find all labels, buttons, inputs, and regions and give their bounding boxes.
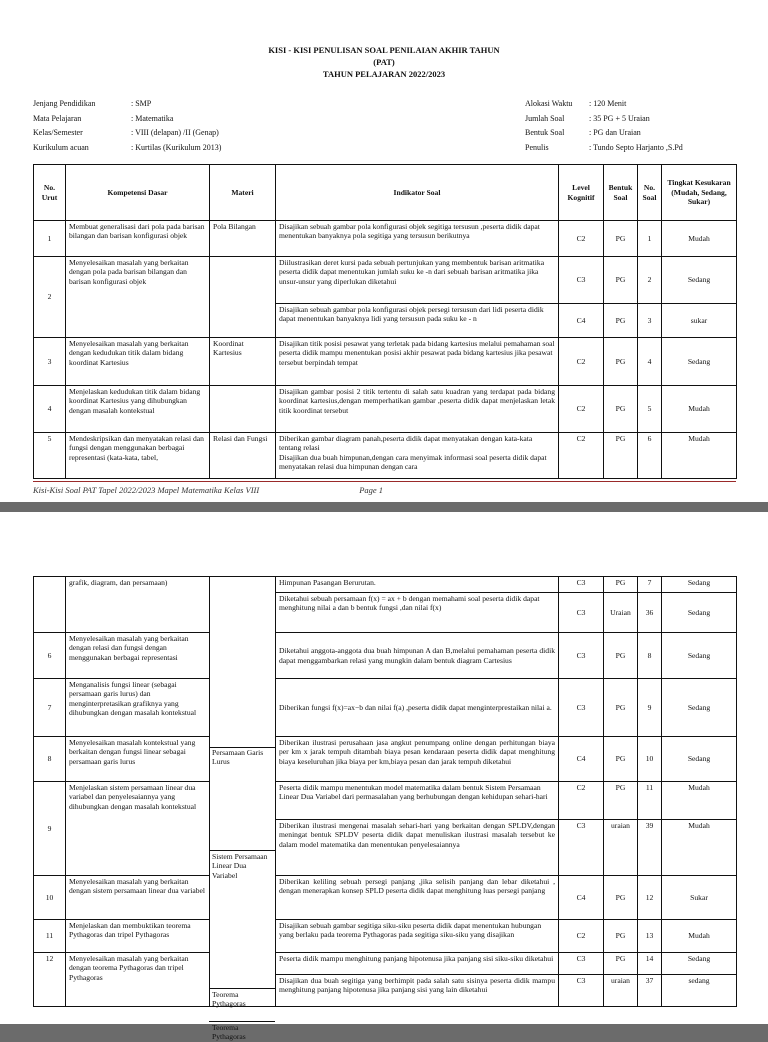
row-no: 9 bbox=[34, 782, 66, 876]
row-bentuk: PG bbox=[604, 953, 638, 975]
row-tingkat: Mudah bbox=[662, 820, 737, 876]
row-kd: Menyelesaikan masalah yang berkaitan dengan pola pada barisan bilangan dan barisan konfigurasi objek bbox=[66, 257, 210, 338]
row-tingkat: Sedang bbox=[662, 577, 737, 593]
row-bentuk: uraian bbox=[604, 820, 638, 876]
row-tingkat: Sedang bbox=[662, 338, 737, 386]
row-no-soal: 36 bbox=[638, 593, 662, 633]
meta-value: : 120 Menit bbox=[589, 99, 627, 108]
row-no: 4 bbox=[34, 386, 66, 433]
meta-left bbox=[33, 97, 221, 155]
row-no-soal: 12 bbox=[638, 876, 662, 920]
row-bentuk: PG bbox=[604, 338, 638, 386]
row-tingkat: Mudah bbox=[662, 920, 737, 953]
row-level: C3 bbox=[559, 975, 604, 1007]
row-level: C2 bbox=[559, 221, 604, 257]
footer-page-number: Page 1 bbox=[359, 485, 384, 495]
row-bentuk: PG bbox=[604, 386, 638, 433]
row-no-soal: 13 bbox=[638, 920, 662, 953]
row-bentuk: PG bbox=[604, 679, 638, 737]
kisi-table-page2 bbox=[33, 576, 737, 1007]
row-indikator: Diilustrasikan deret kursi pada sebuah pertunjukan yang membentuk barisan aritmatika peserta didik dapat menentukan jumlah suku ke -n dari sebuah barisan aritmatika jika unsur-unsur yang diperlukan diketahui bbox=[276, 257, 559, 304]
row-bentuk: PG bbox=[604, 737, 638, 782]
row-tingkat: Sedang bbox=[662, 257, 737, 304]
row-no-soal: 14 bbox=[638, 953, 662, 975]
row-indikator bbox=[276, 577, 559, 593]
row-bentuk: Uraian bbox=[604, 593, 638, 633]
row-kd: Mendeskripsikan dan menyatakan relasi dan fungsi dengan menggunakan berbagai representasi (kata-kata, tabel, bbox=[66, 433, 210, 479]
row-materi bbox=[210, 577, 276, 1007]
meta-right bbox=[525, 97, 683, 155]
row-tingkat: Sedang bbox=[662, 737, 737, 782]
table-row bbox=[34, 257, 737, 304]
row-tingkat: sukar bbox=[662, 304, 737, 338]
row-level: C2 bbox=[559, 386, 604, 433]
row-no: 8 bbox=[34, 737, 66, 782]
materi-label: Teorema Pythagoras bbox=[212, 990, 246, 1009]
row-materi bbox=[210, 386, 276, 433]
row-no-soal: 3 bbox=[638, 304, 662, 338]
row-indikator: Diketahui sebuah persamaan f(x) = ax + b dengan memahami soal peserta didik dapat menghitung nilai a dan b bentuk fungsi ,dan nilai f(x) bbox=[276, 593, 559, 633]
row-no: 3 bbox=[34, 338, 66, 386]
table-row bbox=[34, 338, 737, 386]
table-row bbox=[34, 386, 737, 433]
row-indikator: Diberikan ilustrasi perusahaan jasa angkut penumpang online dengan perhitungan biaya per km x jarak tempuh ditambah biaya pesan kendaraan peserta didik dapat menghitung biaya keseluruhan jika biaya per km,biaya pesan dan jarak tempuh diketahui bbox=[276, 737, 559, 782]
meta-value: : Kurtilas (Kurikulum 2013) bbox=[131, 142, 222, 152]
kisi-table-page1 bbox=[33, 164, 737, 479]
row-no-soal: 8 bbox=[638, 633, 662, 679]
row-kd: Menjelaskan dan membuktikan teorema Pythagoras dan tripel Pythagoras bbox=[66, 920, 210, 953]
row-level: C3 bbox=[559, 679, 604, 737]
row-no-soal: 2 bbox=[638, 257, 662, 304]
row-tingkat: Sedang bbox=[662, 633, 737, 679]
table-row bbox=[34, 920, 737, 953]
materi-label: Sistem Persamaan Linear Dua Variabel bbox=[212, 852, 268, 880]
table-row bbox=[34, 876, 737, 920]
row-indikator bbox=[276, 433, 559, 479]
row-level: C3 bbox=[559, 820, 604, 876]
meta-label: Jumlah Soal bbox=[525, 113, 565, 123]
header-materi: Materi bbox=[210, 165, 276, 221]
row-kd: Menganalisis fungsi linear (sebagai persamaan garis lurus) dan menginterpretasikan grafiknya yang dihubungkan dengan masalah kontekstual bbox=[66, 679, 210, 737]
meta-label: Jenjang Pendidikan bbox=[33, 99, 96, 108]
indikator-line: Disajikan dua buah himpunan,dengan cara menyimak informasi soal peserta didik dapat menyatakan relasi dua himpunan dengan cara bbox=[279, 452, 547, 472]
footer-divider bbox=[33, 481, 736, 482]
row-indikator: Disajikan gambar posisi 2 titik tertentu di salah satu kuadran yang terdapat pada bidang koordinat kartesius,dengan memperhatikan gambar ,peserta didik dapat menjelaskan letak titik koordinat tersebut bbox=[276, 386, 559, 433]
header-kompetensi-dasar: Kompetensi Dasar bbox=[66, 165, 210, 221]
row-no-soal: 11 bbox=[638, 782, 662, 820]
materi-divider bbox=[209, 850, 275, 851]
table-row bbox=[34, 953, 737, 975]
row-no bbox=[34, 577, 66, 633]
header-indikator: Indikator Soal bbox=[276, 165, 559, 221]
page-separator bbox=[0, 502, 768, 512]
header-bentuk: Bentuk Soal bbox=[604, 165, 638, 221]
row-indikator: Disajikan sebuah gambar segitiga siku-siku peserta didik dapat menentukan hubungan yang berlaku pada teorema Pythagoras pada segitiga siku-siku yang disajikan bbox=[276, 920, 559, 953]
row-no-soal: 6 bbox=[638, 433, 662, 479]
table-header-row bbox=[34, 165, 737, 221]
materi-divider bbox=[209, 988, 275, 989]
row-no: 5 bbox=[34, 433, 66, 479]
row-no: 11 bbox=[34, 920, 66, 953]
row-kd: Menyelesaikan masalah yang berkaitan dengan relasi dan fungsi dengan menggunakan berbagai representasi bbox=[66, 633, 210, 679]
row-tingkat: Sedang bbox=[662, 679, 737, 737]
row-kd: Membuat generalisasi dari pola pada barisan bilangan dan barisan konfigurasi objek bbox=[66, 221, 210, 257]
header-tingkat: Tingkat Kesukaran (Mudah, Sedang, Sukar) bbox=[662, 165, 737, 221]
row-bentuk: PG bbox=[604, 782, 638, 820]
row-no-soal: 4 bbox=[638, 338, 662, 386]
row-no: 12 bbox=[34, 953, 66, 1007]
document-subtitle: (PAT) bbox=[373, 57, 395, 67]
row-level: C3 bbox=[559, 953, 604, 975]
row-kd: Menjelaskan kedudukan titik dalam bidang koordinat Kartesius yang dihubungkan dengan masalah kontekstual bbox=[66, 386, 210, 433]
meta-label: Alokasi Waktu bbox=[525, 99, 573, 108]
row-bentuk: PG bbox=[604, 920, 638, 953]
meta-label: Penulis bbox=[525, 142, 549, 152]
materi-divider bbox=[209, 1021, 275, 1022]
document-year: TAHUN PELAJARAN 2022/2023 bbox=[322, 69, 446, 79]
footer-text: Kisi-Kisi Soal PAT Tapel 2022/2023 Mapel Matematika Kelas VIII bbox=[33, 485, 260, 495]
row-kd: Menyelesaikan masalah yang berkaitan dengan sistem persamaan linear dua variabel bbox=[66, 876, 210, 920]
row-level: C2 bbox=[559, 782, 604, 820]
row-tingkat: Mudah bbox=[662, 433, 737, 479]
meta-value: : Matematika bbox=[131, 113, 174, 123]
table-row bbox=[34, 433, 737, 479]
row-no-soal: 10 bbox=[638, 737, 662, 782]
header-level: Level Kognitif bbox=[559, 165, 604, 221]
row-level: C3 bbox=[559, 633, 604, 679]
row-no: 7 bbox=[34, 679, 66, 737]
header-no: No. Urut bbox=[34, 165, 66, 221]
row-bentuk: PG bbox=[604, 221, 638, 257]
row-tingkat: sedang bbox=[662, 975, 737, 1007]
row-level: C4 bbox=[559, 737, 604, 782]
row-indikator: Diketahui anggota-anggota dua buah himpunan A dan B,melalui pemahaman peserta didik dapat menggambarkan relasi yang mungkin dalam bentuk diagram Cartesius bbox=[276, 633, 559, 679]
meta-value: : Tundo Septo Harjanto ,S.Pd bbox=[589, 142, 683, 152]
row-no-soal: 5 bbox=[638, 386, 662, 433]
document-page-1 bbox=[0, 0, 768, 502]
row-no-soal: 39 bbox=[638, 820, 662, 876]
row-indikator: Peserta didik mampu menentukan model matematika dalam bentuk Sistem Persamaan Linear Dua Variabel dari permasalahan yang berhubungan dengan kehidupan sehari-hari bbox=[276, 782, 559, 820]
row-kd: grafik, diagram, dan persamaan) bbox=[66, 577, 210, 633]
row-tingkat: Mudah bbox=[662, 221, 737, 257]
row-indikator: Diberikan keliling sebuah persegi panjang ,jika selisih panjang dan lebar diketahui , dengan menerapkan konsep SPLD peserta didik dapat menghitung luas persegi panjang bbox=[276, 876, 559, 920]
row-no-soal: 37 bbox=[638, 975, 662, 1007]
row-materi: Relasi dan Fungsi bbox=[210, 433, 276, 479]
document-title: KISI - KISI PENULISAN SOAL PENILAIAN AKHIR TAHUN bbox=[268, 45, 500, 55]
table-row bbox=[34, 782, 737, 820]
document-page-2 bbox=[0, 512, 768, 1042]
row-bentuk: PG bbox=[604, 876, 638, 920]
row-bentuk: PG bbox=[604, 577, 638, 593]
table-row bbox=[34, 737, 737, 782]
row-level: C2 bbox=[559, 433, 604, 479]
row-indikator: Disajikan sebuah gambar pola konfigurasi objek persegi tersusun dari lidi peserta didik dapat menentukan banyaknya lidi yang tersusun pada suku ke - n bbox=[276, 304, 559, 338]
row-no: 10 bbox=[34, 876, 66, 920]
meta-label: Kelas/Semester bbox=[33, 128, 83, 137]
meta-value: : SMP bbox=[131, 99, 152, 108]
row-tingkat: Mudah bbox=[662, 386, 737, 433]
materi-divider bbox=[209, 747, 275, 748]
row-no-soal: 9 bbox=[638, 679, 662, 737]
meta-label: Bentuk Soal bbox=[525, 128, 565, 137]
row-indikator: Diberikan ilustrasi mengenai masalah sehari-hari yang berkaitan dengan SPLDV,dengan meningat bentuk SPLDV peserta didik dapat menuliskan ilustrasi masalah tersebut ke dalam model matematika dan menentukan penyelesaiannya bbox=[276, 820, 559, 876]
table-row bbox=[34, 577, 737, 593]
meta-label: Mata Pelajaran bbox=[33, 113, 82, 123]
table-row bbox=[34, 633, 737, 679]
row-level: C3 bbox=[559, 257, 604, 304]
meta-value: : VIII (delapan) /II (Genap) bbox=[131, 128, 219, 137]
row-bentuk: uraian bbox=[604, 975, 638, 1007]
meta-label: Kurikulum acuan bbox=[33, 142, 89, 152]
row-bentuk: PG bbox=[604, 257, 638, 304]
row-no: 2 bbox=[34, 257, 66, 338]
table-row bbox=[34, 221, 737, 257]
table-row bbox=[34, 679, 737, 737]
row-indikator: Disajikan titik posisi pesawat yang terletak pada bidang kartesius melalui pemahaman soal peserta didik mampu menentukan posisi akhir pesawat pada bidang kartesius jika pesawat tersebut berpindah tempat bbox=[276, 338, 559, 386]
row-kd: Menyelesaikan masalah yang berkaitan dengan teorema Pythagoras dan tripel Pythagoras bbox=[66, 953, 210, 1007]
row-tingkat: Sedang bbox=[662, 953, 737, 975]
row-tingkat: Mudah bbox=[662, 782, 737, 820]
header-no-soal: No. Soal bbox=[638, 165, 662, 221]
row-kd: Menyelesaikan masalah kontekstual yang berkaitan dengan fungsi linear sebagai persamaan garis lurus bbox=[66, 737, 210, 782]
row-kd: Menjelaskan sistem persamaan linear dua variabel dan penyelesaiannya yang dihubungkan dengan masalah kontekstual bbox=[66, 782, 210, 876]
page-footer bbox=[33, 485, 383, 495]
meta-value: : PG dan Uraian bbox=[589, 128, 641, 137]
row-kd: Menyelesaikan masalah yang berkaitan dengan kedudukan titik dalam bidang koordinat Kartesius bbox=[66, 338, 210, 386]
row-indikator: Disajikan sebuah gambar pola konfigurasi objek segitiga tersusun ,peserta didik dapat menentukan banyaknya pola segitiga yang tersusun berikutnya bbox=[276, 221, 559, 257]
row-materi: Koordinat Kartesius bbox=[210, 338, 276, 386]
row-indikator: Disajikan dua buah segitiga yang berhimpit pada salah satu sisinya peserta didik mampu menghitung panjang hipotenusa jika panjang sisi yang lain diketahui bbox=[276, 975, 559, 1007]
row-materi: Pola Bilangan bbox=[210, 221, 276, 257]
row-level: C2 bbox=[559, 338, 604, 386]
row-tingkat: Sukar bbox=[662, 876, 737, 920]
materi-label: Persamaan Garis Lurus bbox=[212, 748, 264, 767]
indikator-line: Himpunan Pasangan Berurutan. bbox=[279, 578, 376, 587]
indikator-line: Diberikan gambar diagram panah,peserta didik dapat menyatakan dengan kata-kata tentang relasi bbox=[279, 434, 533, 453]
materi-label: Teorema Pythagoras bbox=[212, 1023, 246, 1042]
row-level: C2 bbox=[559, 920, 604, 953]
row-no: 6 bbox=[34, 633, 66, 679]
row-bentuk: PG bbox=[604, 304, 638, 338]
meta-value: : 35 PG + 5 Uraian bbox=[589, 113, 650, 123]
row-level: C3 bbox=[559, 577, 604, 593]
row-indikator: Diberikan fungsi f(x)=ax−b dan nilai f(a) ,peserta didik dapat menginterprestaikan nilai a. bbox=[276, 679, 559, 737]
row-no-soal: 7 bbox=[638, 577, 662, 593]
row-level: C4 bbox=[559, 304, 604, 338]
row-level: C4 bbox=[559, 876, 604, 920]
row-level: C3 bbox=[559, 593, 604, 633]
row-bentuk: PG bbox=[604, 433, 638, 479]
row-tingkat: Sedang bbox=[662, 593, 737, 633]
row-bentuk: PG bbox=[604, 633, 638, 679]
row-no: 1 bbox=[34, 221, 66, 257]
row-no-soal: 1 bbox=[638, 221, 662, 257]
row-materi bbox=[210, 257, 276, 338]
row-indikator: Peserta didik mampu menghitung panjang hipotenusa jika panjang sisi siku-siku diketahui bbox=[276, 953, 559, 975]
